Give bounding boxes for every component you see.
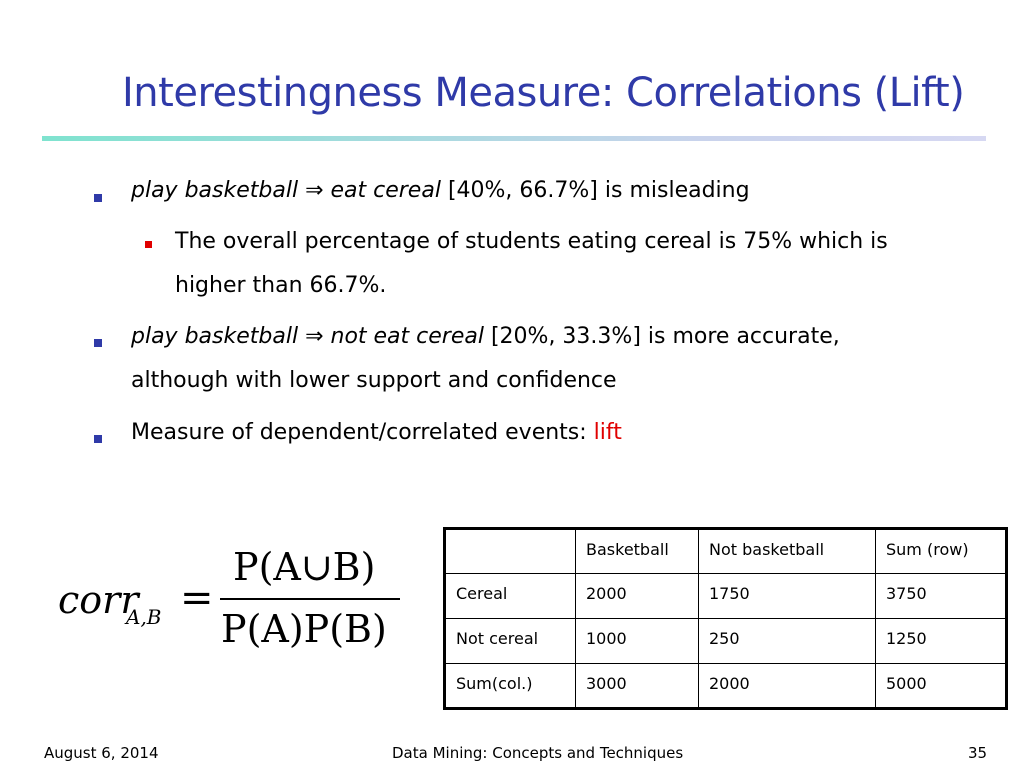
- lift-highlight: lift: [593, 420, 622, 445]
- bullet-2-line-2: although with lower support and confidence: [131, 368, 617, 393]
- sub-bullet-marker: [145, 241, 152, 248]
- bullet-3-text: Measure of dependent/correlated events:: [131, 420, 594, 445]
- formula-lhs: corr: [58, 578, 139, 622]
- page-number: 35: [968, 744, 988, 762]
- table-cell: 1250: [876, 619, 1007, 664]
- bullet-2-rest: [20%, 33.3%] is more accurate,: [483, 324, 840, 349]
- table-header-cell: Sum (row): [876, 529, 1007, 574]
- bullet-marker: [94, 435, 102, 443]
- table-header-cell: Basketball: [576, 529, 699, 574]
- table-cell: 1000: [576, 619, 699, 664]
- bullet-2-antecedent: play basketball: [131, 324, 299, 349]
- bullet-2: [131, 324, 840, 349]
- table-cell: 3000: [576, 664, 699, 709]
- bullet-3: [131, 420, 622, 445]
- bullet-1-antecedent: play basketball: [131, 178, 299, 203]
- table-cell: 3750: [876, 574, 1007, 619]
- implies-arrow: ⇒: [305, 178, 324, 203]
- table-cell: 2000: [699, 664, 876, 709]
- bullet-1-consequent: eat cereal: [330, 178, 441, 203]
- fraction-bar: [220, 598, 400, 600]
- title-underline: [42, 136, 986, 141]
- bullet-1: [131, 178, 750, 203]
- table-cell: Sum(col.): [445, 664, 576, 709]
- formula-numerator: P(A∪B): [233, 545, 376, 589]
- table-cell: 250: [699, 619, 876, 664]
- footer-title: Data Mining: Concepts and Techniques: [392, 744, 684, 762]
- table-cell: 5000: [876, 664, 1007, 709]
- footer-date: August 6, 2014: [44, 744, 159, 762]
- table-cell: 1750: [699, 574, 876, 619]
- slide-title: Interestingness Measure: Correlations (Lift): [122, 70, 965, 116]
- table-cell: Cereal: [445, 574, 576, 619]
- sub-bullet-line-1: The overall percentage of students eating cereal is 75% which is: [175, 229, 888, 254]
- formula-subscript: A,B: [126, 605, 162, 629]
- formula-equals: =: [180, 575, 214, 621]
- table-cell: Not cereal: [445, 619, 576, 664]
- implies-arrow: ⇒: [305, 324, 324, 349]
- table-cell: 2000: [576, 574, 699, 619]
- bullet-1-rest: [40%, 66.7%] is misleading: [440, 178, 750, 203]
- bullet-marker: [94, 339, 102, 347]
- bullet-2-consequent: not eat cereal: [330, 324, 484, 349]
- table-header-cell: [445, 529, 576, 574]
- table-header-row: [445, 529, 1007, 574]
- table-row: [445, 664, 1007, 709]
- table-header-cell: Not basketball: [699, 529, 876, 574]
- bullet-marker: [94, 194, 102, 202]
- formula-denominator: P(A)P(B): [221, 607, 387, 651]
- contingency-table: [443, 527, 1008, 710]
- table-row: [445, 574, 1007, 619]
- table-row: [445, 619, 1007, 664]
- sub-bullet-line-2: higher than 66.7%.: [175, 273, 387, 298]
